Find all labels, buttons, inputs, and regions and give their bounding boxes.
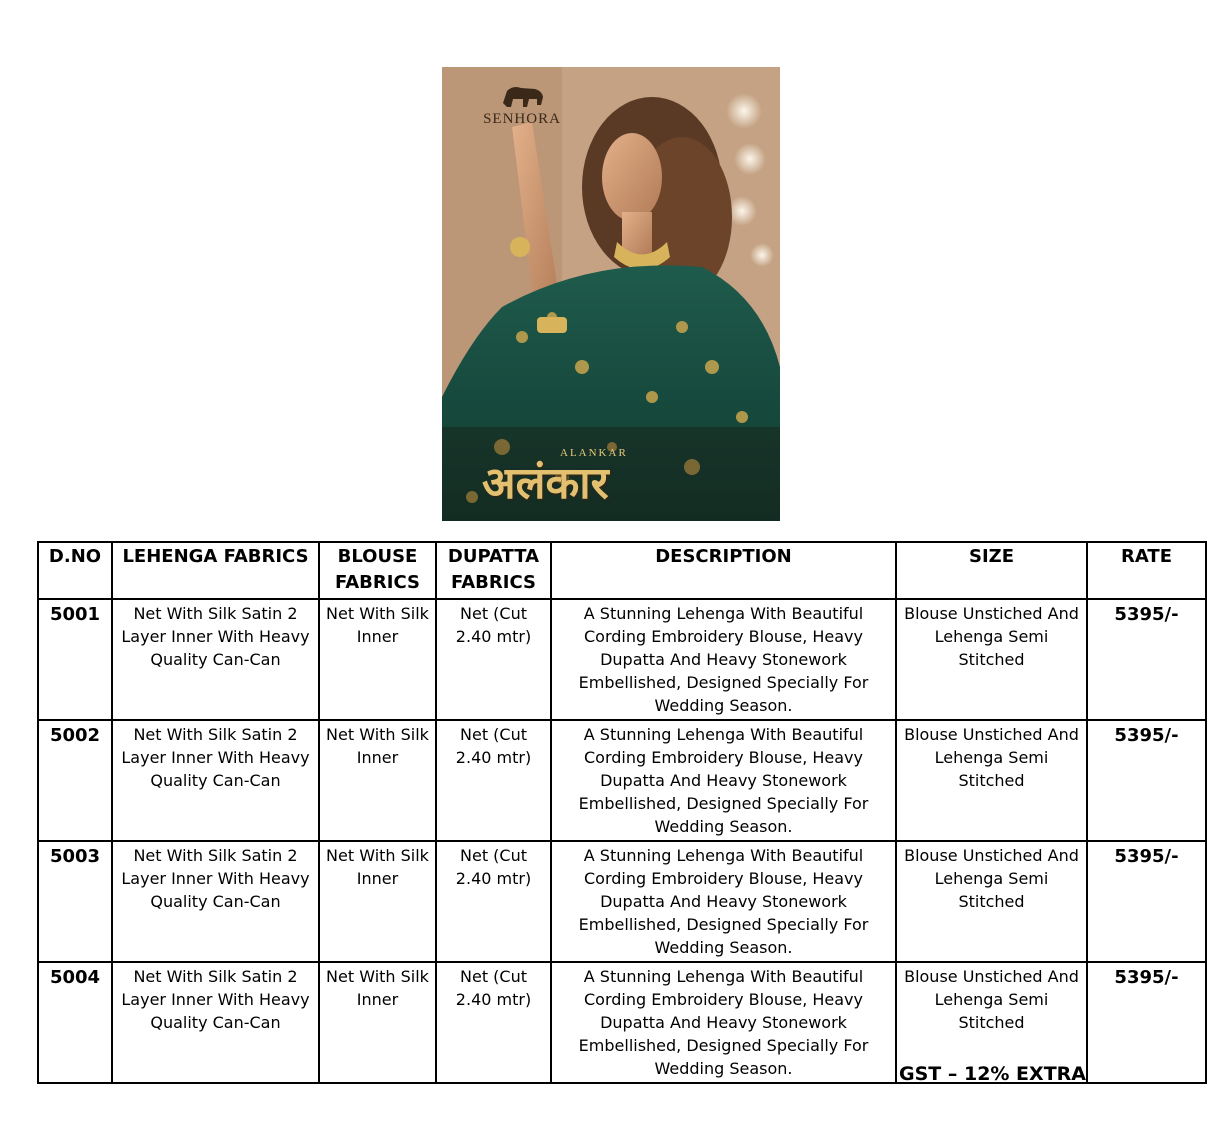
cell-size: Blouse Unstiched And Lehenga Semi Stitched: [896, 962, 1087, 1083]
table-row: [38, 720, 1206, 841]
header-description: DESCRIPTION: [551, 542, 896, 599]
cell-dupatta-fabrics: Net (Cut 2.40 mtr): [436, 841, 551, 962]
cell-lehenga-fabrics: Net With Silk Satin 2 Layer Inner With Heavy Quality Can-Can: [112, 599, 319, 720]
cell-blouse-fabrics: Net With Silk Inner: [319, 841, 436, 962]
cell-rate: 5395/-: [1087, 841, 1206, 962]
table-row: [38, 599, 1206, 720]
header-blouse-fabrics: BLOUSE FABRICS: [319, 542, 436, 599]
lion-logo-icon: [499, 83, 545, 109]
cell-dupatta-fabrics: Net (Cut 2.40 mtr): [436, 962, 551, 1083]
brand-name: SENHORA: [483, 111, 561, 127]
cell-size: Blouse Unstiched And Lehenga Semi Stitched: [896, 599, 1087, 720]
cell-rate: 5395/-: [1087, 599, 1206, 720]
header-size: SIZE: [896, 542, 1087, 599]
header-lehenga-fabrics: LEHENGA FABRICS: [112, 542, 319, 599]
header-dupatta-fabrics: DUPATTA FABRICS: [436, 542, 551, 599]
cell-blouse-fabrics: Net With Silk Inner: [319, 599, 436, 720]
cell-description: A Stunning Lehenga With Beautiful Cording Embroidery Blouse, Heavy Dupatta And Heavy Stonework Embellished, Designed Specially For Wedding Season.: [551, 962, 896, 1083]
catalog-cover-image: [442, 67, 780, 521]
cell-dupatta-fabrics: Net (Cut 2.40 mtr): [436, 599, 551, 720]
cell-description: A Stunning Lehenga With Beautiful Cording Embroidery Blouse, Heavy Dupatta And Heavy Stonework Embellished, Designed Specially For Wedding Season.: [551, 841, 896, 962]
cell-blouse-fabrics: Net With Silk Inner: [319, 962, 436, 1083]
cell-dno: 5002: [38, 720, 112, 841]
brand-logo: [462, 83, 582, 128]
cell-rate: 5395/-: [1087, 962, 1206, 1083]
cell-dno: 5001: [38, 599, 112, 720]
rate-table: [37, 541, 1207, 1084]
table-row: [38, 841, 1206, 962]
collection-title-devanagari: अलंकार: [482, 458, 609, 509]
cell-description: A Stunning Lehenga With Beautiful Cording Embroidery Blouse, Heavy Dupatta And Heavy Stonework Embellished, Designed Specially For Wedding Season.: [551, 599, 896, 720]
cell-size: Blouse Unstiched And Lehenga Semi Stitched: [896, 720, 1087, 841]
cell-lehenga-fabrics: Net With Silk Satin 2 Layer Inner With Heavy Quality Can-Can: [112, 841, 319, 962]
cell-size: Blouse Unstiched And Lehenga Semi Stitched: [896, 841, 1087, 962]
cell-description: A Stunning Lehenga With Beautiful Cording Embroidery Blouse, Heavy Dupatta And Heavy Stonework Embellished, Designed Specially For Wedding Season.: [551, 720, 896, 841]
cell-dupatta-fabrics: Net (Cut 2.40 mtr): [436, 720, 551, 841]
cell-dno: 5004: [38, 962, 112, 1083]
cell-lehenga-fabrics: Net With Silk Satin 2 Layer Inner With Heavy Quality Can-Can: [112, 962, 319, 1083]
cell-dno: 5003: [38, 841, 112, 962]
header-dno: D.NO: [38, 542, 112, 599]
cell-lehenga-fabrics: Net With Silk Satin 2 Layer Inner With Heavy Quality Can-Can: [112, 720, 319, 841]
cell-blouse-fabrics: Net With Silk Inner: [319, 720, 436, 841]
collection-title-latin: ALANKAR: [560, 447, 628, 459]
table-header-row: [38, 542, 1206, 599]
header-rate: RATE: [1087, 542, 1206, 599]
cell-rate: 5395/-: [1087, 720, 1206, 841]
gst-note: GST – 12% EXTRA: [899, 1063, 1086, 1085]
